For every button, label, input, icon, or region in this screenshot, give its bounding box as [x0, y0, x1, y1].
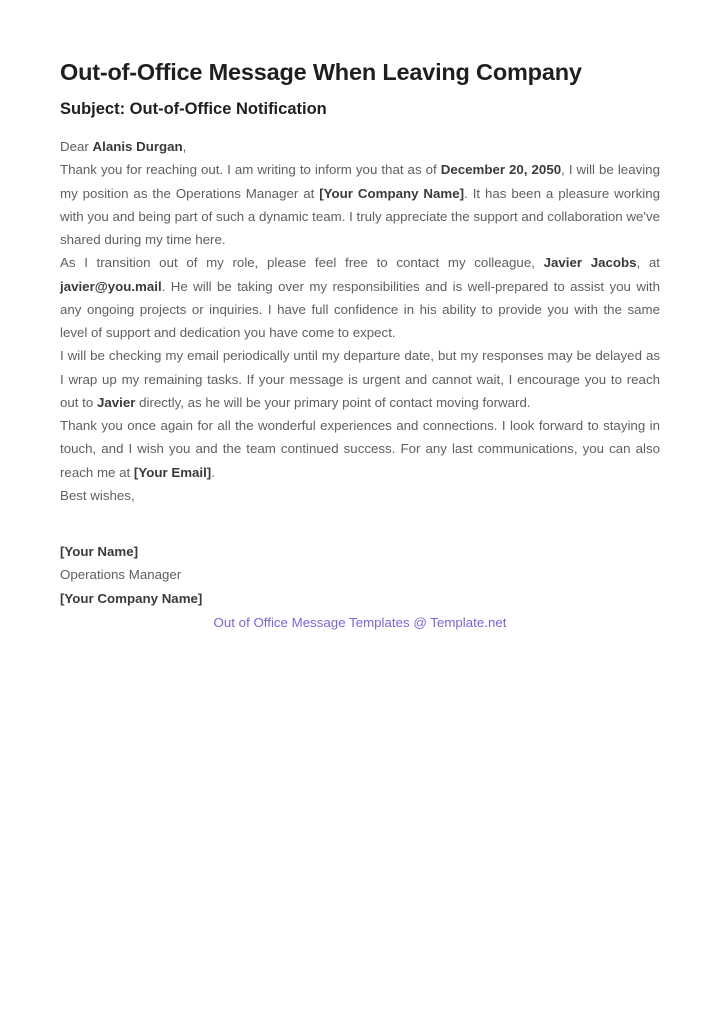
salutation-prefix: Dear [60, 139, 93, 154]
text-run: As I transition out of my role, please feel free to contact my colleague, [60, 255, 544, 271]
bold-text-run: [Your Company Name] [319, 185, 465, 201]
letter-body [60, 135, 660, 634]
bold-text-run: Javier Jacobs [543, 255, 637, 271]
signature-name: [Your Name] [60, 544, 139, 559]
text-run: , at [636, 255, 660, 271]
text-run: . It has been a pleasure working with you and being part of such a dynamic team. I truly appreciate the support and collaboration we've shared during my time here. [60, 185, 660, 247]
text-run: , I will be leaving my position as the Operations Manager at [60, 162, 660, 201]
template-net-link[interactable]: Out of Office Message Templates @ Template.net [213, 614, 507, 630]
signature-company: [Your Company Name] [60, 590, 203, 606]
document-footer [60, 611, 660, 634]
salutation [60, 135, 660, 158]
text-run: directly, as he will be your primary point of contact moving forward. [135, 394, 531, 410]
bold-text-run: Javier [96, 394, 136, 410]
letter-paragraphs [60, 158, 660, 484]
bold-text-run: javier@you.mail [60, 278, 162, 294]
bold-text-run: December 20, 2050 [440, 162, 562, 178]
subject-line: Subject: Out-of-Office Notification [60, 100, 327, 118]
signature-role: Operations Manager [60, 567, 182, 583]
salutation-suffix: , [182, 139, 187, 154]
paragraph [60, 414, 660, 484]
paragraph [60, 344, 660, 414]
text-run: . [211, 464, 215, 480]
paragraph [60, 251, 660, 344]
closing: Best wishes, [60, 487, 135, 503]
text-run: . He will be taking over my responsibilities and is well-prepared to assist you with any ongoing projects or inquiries. I have full confidence in his ability to provide you with the same level of support and dedication you have come to expect. [60, 278, 660, 340]
bold-text-run: [Your Email] [133, 464, 212, 480]
text-run: Thank you once again for all the wonderful experiences and connections. I look forward to staying in touch, and I wish you and the team continued success. For any last communications, you can also reach me at [60, 418, 660, 480]
page-title: Out-of-Office Message When Leaving Company [60, 59, 582, 85]
paragraph [60, 158, 660, 251]
signature-spacer [60, 507, 660, 540]
recipient-name: Alanis Durgan [92, 139, 183, 154]
text-run: Thank you for reaching out. I am writing to inform you that as of [60, 162, 441, 178]
text-run: I will be checking my email periodically until my departure date, but my responses may be delayed as I wrap up my remaining tasks. If your message is urgent and cannot wait, I encourage you to reach out to [60, 348, 660, 410]
